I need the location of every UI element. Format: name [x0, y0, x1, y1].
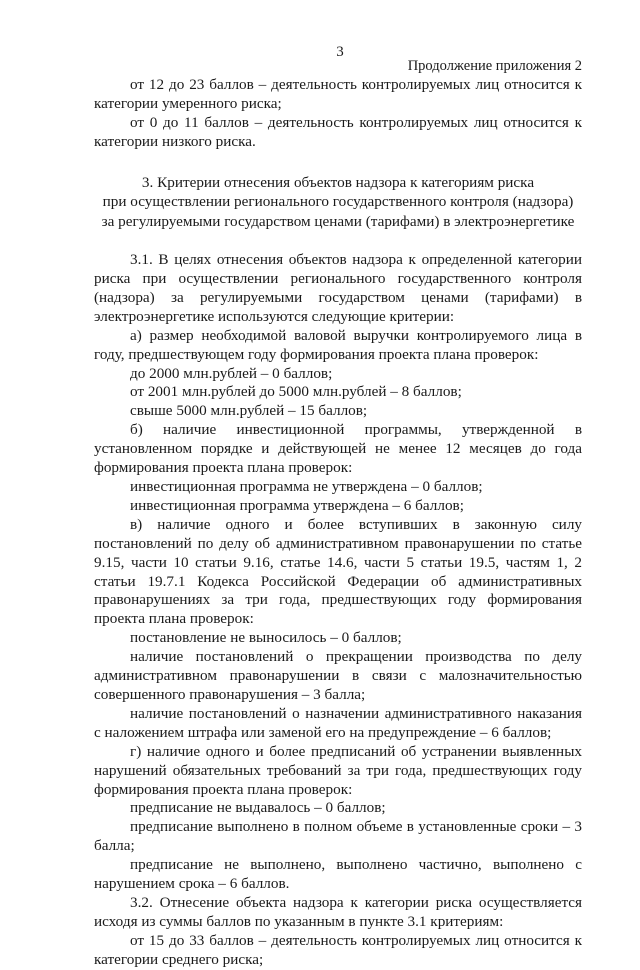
paragraph-moderate-risk: от 12 до 23 баллов – деятельность контролируемых лиц относится к категории умеренного риска; — [94, 76, 582, 112]
list-item: предписание не выполнено, выполнено частично, выполнено с нарушением срока – 6 баллов. — [94, 856, 582, 893]
list-item: до 2000 млн.рублей – 0 баллов; — [130, 364, 333, 382]
list-item: свыше 5000 млн.рублей – 15 баллов; — [130, 402, 368, 420]
paragraph-criterion-a: а) размер необходимой валовой выручки контролируемого лица в году, предшествующем году формирования проекта плана проверок: — [94, 326, 582, 363]
list-item: постановление не выносилось – 0 баллов; — [130, 629, 402, 647]
section-title-line: при осуществлении регионального государственного контроля (надзора) — [102, 193, 574, 211]
list-item: инвестиционная программа не утверждена – 0 баллов; — [130, 478, 483, 495]
paragraph-criterion-v: в) наличие одного и более вступивших в законную силу постановлений по делу об административном правонарушении по статье 9.15, части 10 статьи 9.16, статье 14.6, части 5 статьи 19.5, частям 1, 2 статьи 19.7.1 Кодекса Российской Федерации об административных правонарушениях за три года, предшествующих году формирования проекта плана проверок: — [94, 515, 582, 628]
list-item: предписание не выдавалось – 0 баллов; — [130, 799, 386, 817]
document-body — [94, 76, 582, 970]
list-item: наличие постановлений о прекращении производства по делу административном правонарушении в связи с малозначительностью совершенного правонарушения – 3 балла; — [94, 648, 582, 703]
paragraph-low-risk: от 0 до 11 баллов – деятельность контролируемых лиц относится к категории низкого риска. — [94, 113, 582, 150]
section-title — [94, 173, 582, 232]
section-title-line: за регулируемыми государством ценами (тарифами) в электроэнергетике — [101, 212, 575, 230]
list-item: инвестиционная программа утверждена – 6 баллов; — [130, 496, 464, 514]
section-title-line: 3. Критерии отнесения объектов надзора к категориям риска — [141, 173, 535, 191]
list-item: от 2001 млн.рублей до 5000 млн.рублей – 8 баллов; — [130, 383, 462, 401]
paragraph-criterion-g: г) наличие одного и более предписаний об устранении выявленных нарушений обязательных требований за три года, предшествующих году формирования проекта плана проверок: — [94, 742, 582, 798]
paragraph-criterion-b: б) наличие инвестиционной программы, утвержденной в установленном порядке и действующей не менее 12 месяцев до года формирования проекта плана проверок: — [94, 421, 582, 477]
list-item: наличие постановлений о назначении административного наказания с наложением штрафа или заменой его на предупреждение – 6 баллов; — [94, 704, 582, 741]
appendix-continuation-note: Продолжение приложения 2 — [407, 58, 582, 74]
page-number: 3 — [336, 44, 344, 60]
paragraph-criteria-intro: 3.1. В целях отнесения объектов надзора к определенной категории риска при осуществлении регионального государственного контроля (надзора) за регулируемыми государством ценами (тарифами) в электроэнергетике используются следующие критерии: — [94, 251, 582, 325]
paragraph-medium-risk: от 15 до 33 баллов – деятельность контролируемых лиц относится к категории среднего риска; — [94, 931, 582, 968]
paragraph-risk-assignment: 3.2. Отнесение объекта надзора к категории риска осуществляется исходя из суммы баллов по указанным в пункте 3.1 критериям: — [94, 893, 582, 930]
list-item: предписание выполнено в полном объеме в установленные сроки – 3 балла; — [94, 818, 582, 855]
